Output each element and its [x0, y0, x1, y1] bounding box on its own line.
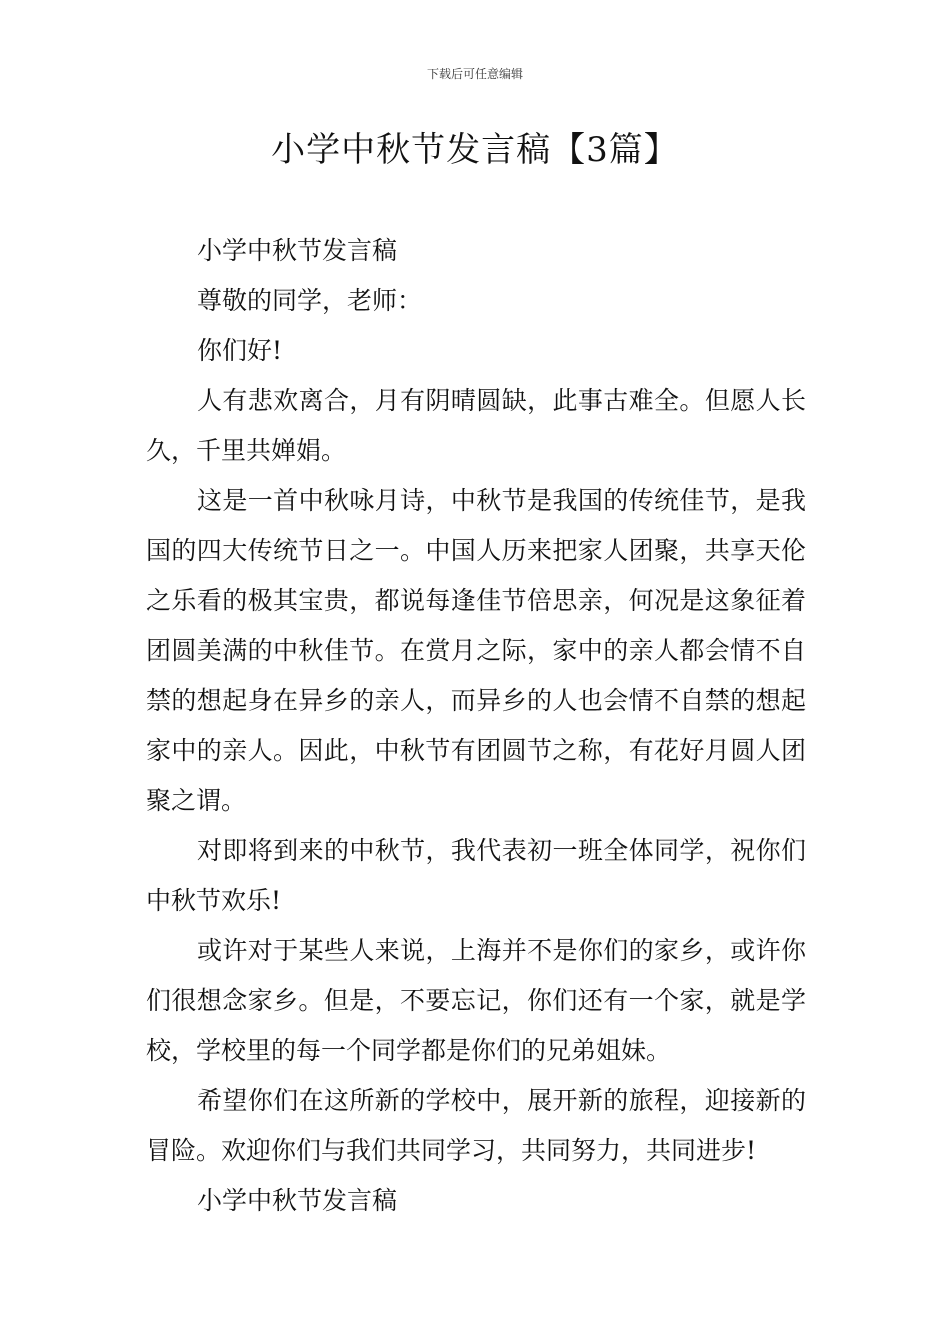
section-heading: 小学中秋节发言稿 — [197, 1186, 398, 1215]
greeting: 你们好! — [197, 336, 283, 365]
salutation: 尊敬的同学，老师： — [197, 286, 423, 315]
header-note: 下载后可任意编辑 — [426, 67, 523, 81]
body-paragraph: 这是一首中秋咏月诗，中秋节是我国的传统佳节，是我国的四大传统节日之一。中国人历来把家人团聚，共享天伦之乐看的极其宝贵，都说每逢佳节倍思亲，何况是这象征着团圆美满的中秋佳节。在赏月之际，家中的亲人都会情不自禁的想起身在异乡的亲人，而异乡的人也会情不自禁的想起家中的亲人。因此，中秋节有团圆节之称，有花好月圆人团聚之谓。 — [146, 486, 806, 815]
body-paragraph: 希望你们在这所新的学校中，展开新的旅程，迎接新的冒险。欢迎你们与我们共同学习，共同努力，共同进步! — [146, 1086, 806, 1165]
body-paragraph: 对即将到来的中秋节，我代表初一班全体同学，祝你们中秋节欢乐! — [146, 836, 806, 915]
document-title: 小学中秋节发言稿【3篇】 — [271, 130, 679, 170]
body-paragraph: 人有悲欢离合，月有阴晴圆缺，此事古难全。但愿人长久，千里共婵娟。 — [146, 386, 806, 465]
section-heading: 小学中秋节发言稿 — [197, 236, 398, 265]
document-body — [146, 226, 806, 1226]
body-paragraph: 或许对于某些人来说，上海并不是你们的家乡，或许你们很想念家乡。但是，不要忘记，你们还有一个家，就是学校，学校里的每一个同学都是你们的兄弟姐妹。 — [146, 936, 806, 1065]
